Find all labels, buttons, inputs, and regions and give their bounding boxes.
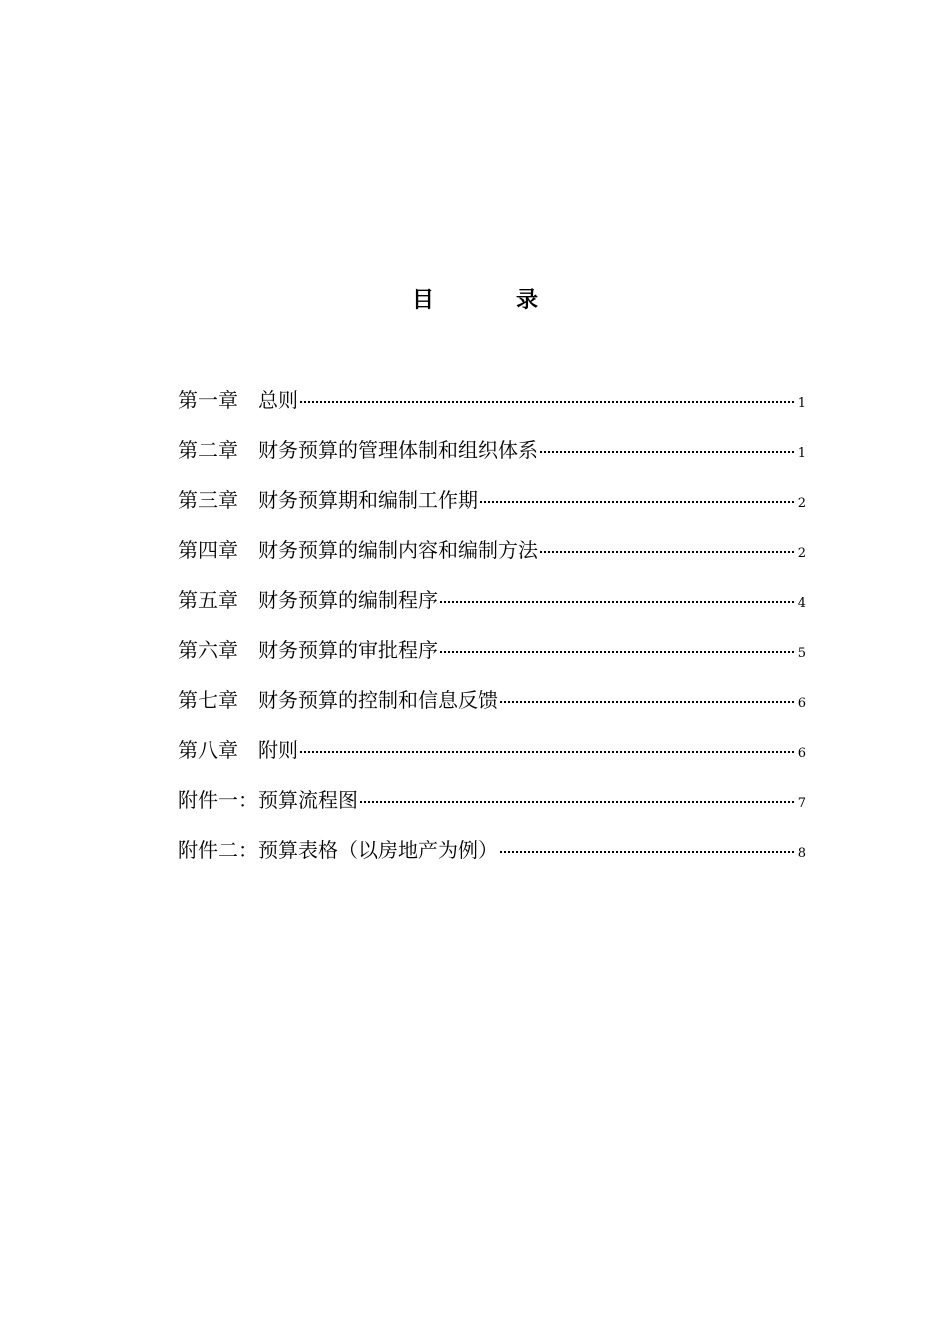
toc-entry-page-number: 2 (797, 546, 806, 561)
toc-entry-label: 第二章 财务预算的管理体制和组织体系 (178, 438, 538, 462)
dot-leader (360, 801, 794, 803)
toc-entry-label: 第四章 财务预算的编制内容和编制方法 (178, 538, 538, 562)
toc-entry-label: 第八章 附则 (178, 738, 298, 762)
dot-leader (500, 851, 794, 853)
toc-entry-page-number: 2 (797, 496, 806, 511)
toc-entry-page-number: 4 (797, 596, 806, 611)
toc-entry-appendix-1[interactable] (178, 778, 806, 828)
toc-entry-page-number: 6 (797, 696, 806, 711)
dot-leader (480, 501, 794, 503)
dot-leader (440, 651, 794, 653)
toc-entry-label: 第六章 财务预算的审批程序 (178, 638, 438, 662)
toc-entry-label: 第三章 财务预算期和编制工作期 (178, 488, 478, 512)
toc-entry-chapter-2[interactable] (178, 428, 806, 478)
dot-leader (300, 751, 794, 753)
toc-entry-chapter-5[interactable] (178, 578, 806, 628)
toc-entry-label: 第七章 财务预算的控制和信息反馈 (178, 688, 498, 712)
toc-entry-chapter-1[interactable] (178, 378, 806, 428)
toc-entry-page-number: 5 (797, 646, 806, 661)
table-of-contents (178, 378, 806, 878)
toc-entry-appendix-2[interactable] (178, 828, 806, 878)
toc-entry-label: 第五章 财务预算的编制程序 (178, 588, 438, 612)
toc-entry-page-number: 7 (797, 796, 806, 811)
toc-entry-label: 第一章 总则 (178, 388, 298, 412)
toc-entry-chapter-7[interactable] (178, 678, 806, 728)
toc-title: 目 录 (411, 287, 568, 313)
toc-entry-chapter-8[interactable] (178, 728, 806, 778)
dot-leader (500, 701, 794, 703)
toc-entry-chapter-3[interactable] (178, 478, 806, 528)
toc-entry-chapter-6[interactable] (178, 628, 806, 678)
dot-leader (540, 451, 794, 453)
toc-entry-page-number: 6 (797, 746, 806, 761)
toc-entry-label: 附件二：预算表格（以房地产为例） (178, 838, 498, 862)
toc-entry-label: 附件一：预算流程图 (178, 788, 358, 812)
toc-entry-page-number: 8 (797, 846, 806, 861)
dot-leader (300, 401, 794, 403)
toc-entry-chapter-4[interactable] (178, 528, 806, 578)
toc-entry-page-number: 1 (797, 396, 806, 411)
dot-leader (540, 551, 794, 553)
dot-leader (440, 601, 794, 603)
toc-entry-page-number: 1 (797, 446, 806, 461)
